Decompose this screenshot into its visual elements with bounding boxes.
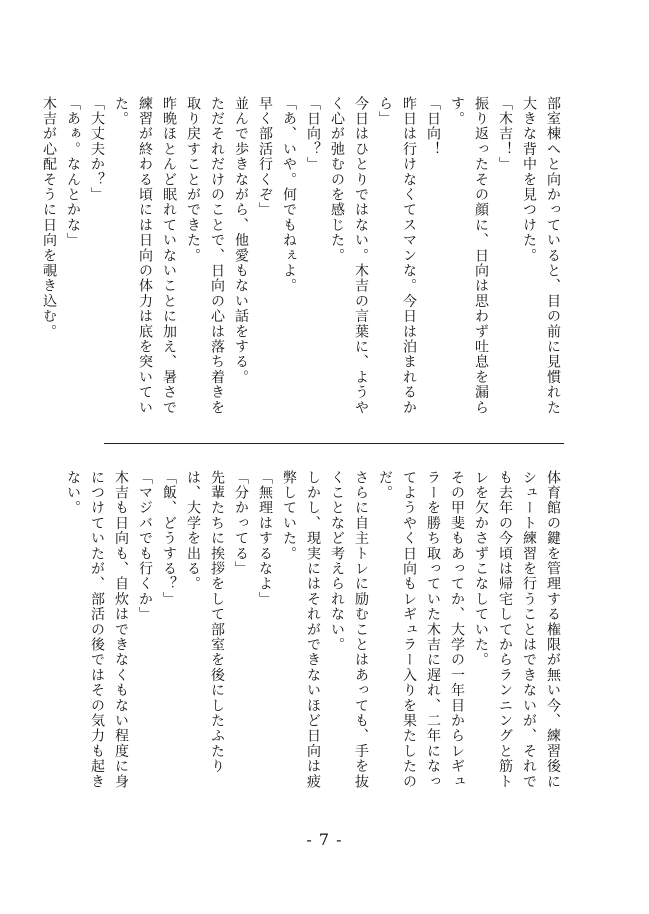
paragraph: ただそれだけのことで、日向の心は落ち着きを取り戻すことができた。 bbox=[185, 96, 225, 416]
dialogue-line: 「日向？」 bbox=[305, 96, 321, 172]
paragraph: 木吉が心配そうに日向を覗き込む。 bbox=[41, 96, 57, 340]
paragraph: 並んで歩きながら、他愛もない話をする。 bbox=[233, 96, 249, 385]
dialogue-line: 「飯、どうする？」 bbox=[161, 470, 177, 607]
paragraph: 昨晩ほとんど眠れていないことに加え、暑さで練習が終わる頃には日向の体力は底を突いていた。 bbox=[113, 96, 177, 416]
dialogue-line: 昨日は行けなくてスマンな。今日は泊まれるから」 bbox=[377, 96, 417, 416]
text-block-top bbox=[41, 96, 565, 426]
section-divider bbox=[104, 443, 564, 444]
paragraph: 今日はひとりではない。木吉の言葉に、ようやく心が弛むのを感じた。 bbox=[329, 96, 369, 416]
paragraph: 木吉も日向も、自炊はできなくもない程度に身につけていたが、部活の後ではその気力も起きない。 bbox=[65, 470, 129, 790]
paragraph: しかし、現実にはそれができないほど日向は疲弊していた。 bbox=[281, 470, 321, 790]
paragraph: さらに自主トレに励むことはあっても、手を抜くことなど考えられない。 bbox=[329, 470, 369, 790]
dialogue-line: 早く部活行くぞ」 bbox=[257, 96, 273, 218]
dialogue-line: 「無理はするなよ」 bbox=[257, 470, 273, 607]
paragraph: その甲斐もあってか、大学の一年目からレギュラーを勝ち取っていた木吉に遅れ、二年になってようやく日向もレギュラー入りを果たしたのだ。 bbox=[377, 470, 465, 790]
dialogue-line: 「マジバでも行くか」 bbox=[137, 470, 153, 622]
text-block-bottom bbox=[65, 470, 565, 800]
dialogue-line: 「木吉！」 bbox=[497, 96, 513, 172]
paragraph: 体育館の鍵を管理する権限が無い今、練習後にシュート練習を行うことはできないが、それでも去年の今頃は帰宅してからランニングと筋トレを欠かさずこなしていた。 bbox=[473, 470, 561, 790]
paragraph: 振り返ったその顔に、日向は思わず吐息を漏らす。 bbox=[449, 96, 489, 416]
dialogue-line: 「日向！ bbox=[425, 96, 441, 157]
paragraph: 部室棟へと向かっていると、目の前に見慣れた大きな背中を見つけた。 bbox=[521, 96, 561, 416]
dialogue-line: 「大丈夫か？」 bbox=[89, 96, 105, 203]
dialogue-line: 「分かってる」 bbox=[233, 470, 249, 577]
paragraph: 先輩たちに挨拶をして部室を後にしたふたりは、大学を出る。 bbox=[185, 470, 225, 774]
page-number: - 7 - bbox=[306, 830, 343, 849]
dialogue-line: 「あぁ。なんとかな」 bbox=[65, 96, 81, 248]
dialogue-line: 「あ、いや。何でもねぇよ。 bbox=[281, 96, 297, 294]
